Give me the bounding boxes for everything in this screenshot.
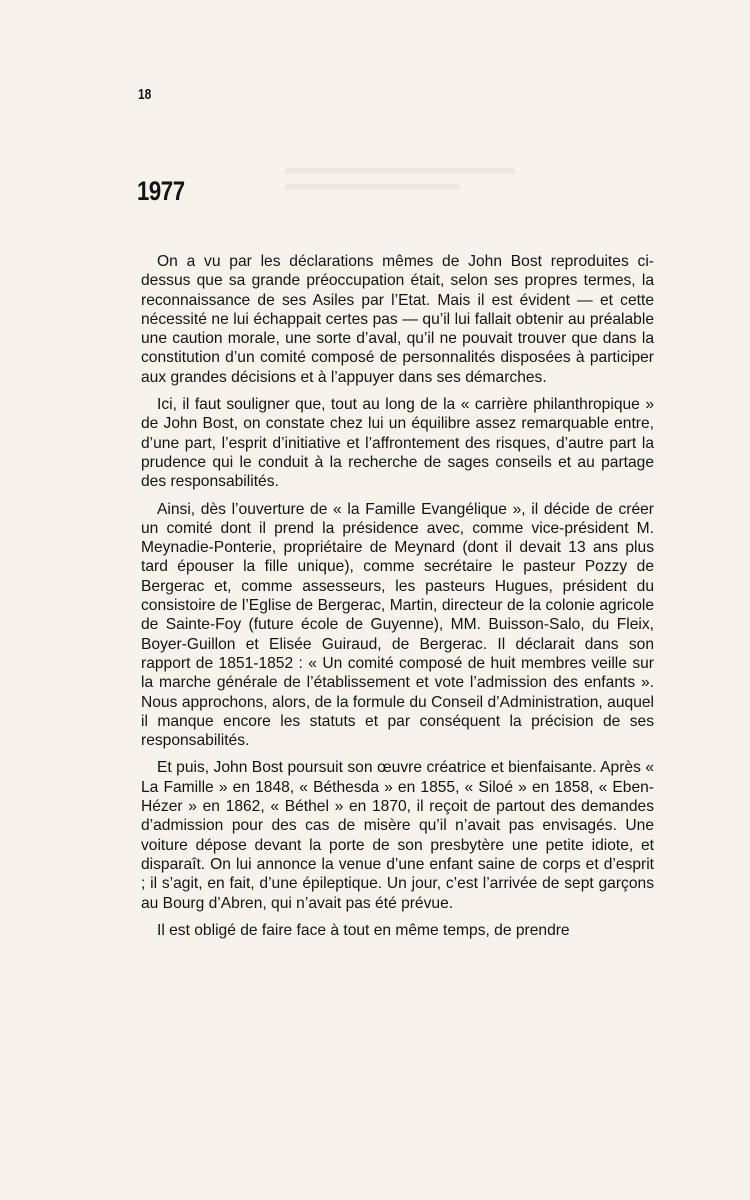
page-number: 18: [138, 86, 152, 103]
page-heading: 1977: [137, 176, 185, 206]
paragraph: Ainsi, dès l’ouverture de « la Famille Evangélique », il décide de créer un comité dont il prend la présidence avec, comme vice-président M. Meynadie-Ponterie, propriétaire de Meynard (dont il devait 13 ans plus tard épouser la fille unique), comme secrétaire le pasteur Pozzy de Bergerac et, comme assesseurs, les pasteurs Hugues, président du consistoire de l’Eglise de Bergerac, Martin, directeur de la colonie agricole de Sainte-Foy (future école de Guyenne), MM. Buisson-Salo, du Fleix, Boyer-Guillon et Elisée Guiraud, de Bergerac. Il déclarait dans son rapport de 1851-1852 : « Un comité composé de huit membres veille sur la marche générale de l’établissement et vote l’admission des enfants ». Nous approchons, alors, de la formule du Conseil d’Administration, auquel il manque encore les statuts et par conséquent la précision de ses responsabilités.: [141, 500, 654, 750]
body-text: [141, 252, 654, 948]
paragraph: On a vu par les déclarations mêmes de John Bost reproduites ci-dessus que sa grande préoccupation était, selon ses propres termes, la reconnaissance de ses Asiles par l’Etat. Mais il est évident — et cette nécessité ne lui échappait certes pas — qu’il lui fallait obtenir au préalable une caution morale, une sorte d’aval, qu’il ne pouvait trouver que dans la constitution d’un comité composé de personnalités disposées à participer aux grandes décisions et à l’appuyer dans ses démarches.: [141, 253, 654, 386]
paragraph: Il est obligé de faire face à tout en même temps, de prendre: [157, 921, 570, 939]
bleed-through-text: [285, 168, 535, 206]
paragraph: Et puis, John Bost poursuit son œuvre créatrice et bienfaisante. Après « La Famille » en 1848, « Béthesda » en 1855, « Siloé » en 1858, « Eben-Hézer » en 1862, « Béthel » en 1870, il reçoit de partout des demandes d’admission pour des cas de misère qu’il n’avait pas envisagés. Une voiture dépose devant la porte de son presbytère une petite idiote, et disparaît. On lui annonce la venue d’une enfant saine de corps et d’esprit ; il s’agit, en fait, d’une épileptique. Un jour, c’est l’arrivée de sept garçons au Bourg d’Abren, qui n’avait pas été prévue.: [141, 759, 654, 912]
paragraph: Ici, il faut souligner que, tout au long de la « carrière philanthropique » de John Bost, on constate chez lui un équilibre assez remarquable entre, d’une part, l’esprit d’initiative et l’affrontement des risques, d’autre part la prudence qui le conduit à la recherche de sages conseils et au partage des responsabilités.: [141, 396, 654, 491]
